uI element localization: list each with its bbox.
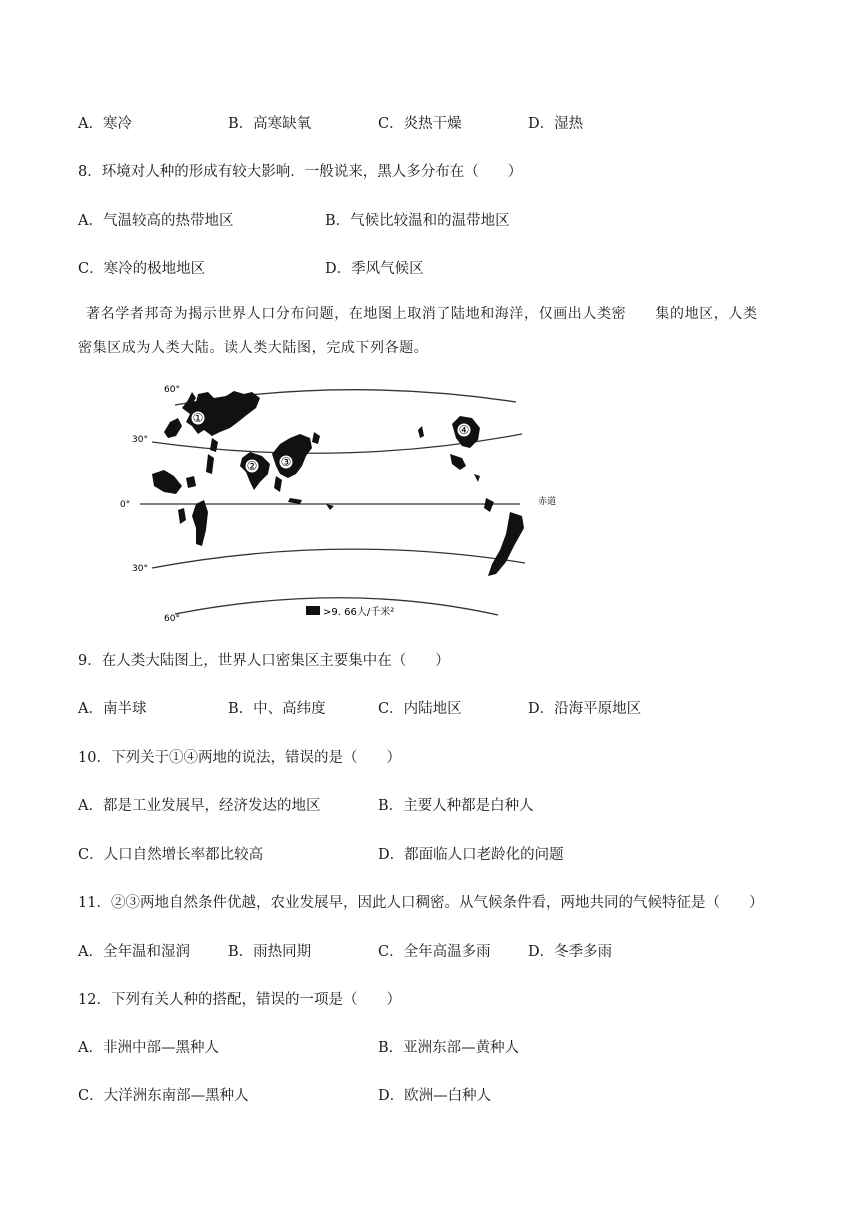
- region-iberia: [164, 418, 182, 438]
- q11-option-a: A．全年温和湿润: [78, 944, 190, 960]
- q12-option-a: A．非洲中部—黑种人: [78, 1040, 219, 1056]
- human-continent-map: [120, 378, 570, 624]
- q8-option-d: D．季风气候区: [325, 261, 424, 277]
- q10-option-d: D．都面临人口老龄化的问题: [378, 847, 564, 863]
- region-caribbean: [474, 474, 480, 482]
- region-south-america-north: [484, 498, 494, 512]
- q7-option-d: D．湿热: [528, 116, 584, 132]
- q10-option-a: A．都是工业发展早，经济发达的地区: [78, 798, 321, 814]
- region-nile: [206, 454, 214, 474]
- region-label-4: ④: [458, 423, 470, 437]
- q7-option-a: A．寒冷: [78, 116, 132, 132]
- lat-label-30n: 30°: [132, 435, 148, 445]
- legend-text: >9. 66人/千米²: [323, 607, 395, 618]
- dense-population-areas: [152, 391, 524, 576]
- q8-stem: 8．环境对人种的形成有较大影响．一般说来，黑人多分布在（ ）: [78, 164, 523, 180]
- passage-line-1: 著名学者邦奇为揭示世界人口分布问题，在地图上取消了陆地和海洋，仅画出人类密 集的地区，人类: [86, 306, 758, 322]
- q9-option-c: C．内陆地区: [378, 701, 462, 717]
- region-middle-east: [210, 438, 218, 452]
- lat-label-0: 0°: [120, 500, 131, 510]
- q11-option-b: B．雨热同期: [228, 944, 312, 960]
- q12-stem: 12．下列有关人种的搭配，错误的一项是（ ）: [78, 992, 401, 1008]
- region-mexico: [450, 454, 466, 470]
- q8-option-b: B．气候比较温和的温带地区: [325, 213, 510, 229]
- region-java: [288, 498, 302, 504]
- region-east-africa: [192, 500, 208, 546]
- lat-label-60n: 60°: [164, 385, 180, 395]
- q9-stem: 9．在人类大陆图上，世界人口密集区主要集中在（ ）: [78, 653, 450, 669]
- region-island: [326, 504, 334, 510]
- q11-stem: 11．②③两地自然条件优越，农业发展早，因此人口稠密。从气候条件看，两地共同的气候特征是（ ）: [78, 895, 764, 911]
- q11-option-d: D．冬季多雨: [528, 944, 613, 960]
- q7-option-b: B．高寒缺氧: [228, 116, 312, 132]
- q10-option-b: B．主要人种都是白种人: [378, 798, 534, 814]
- lat-30s-curve: [152, 549, 525, 568]
- region-japan: [312, 432, 320, 444]
- q10-option-c: C．人口自然增长率都比较高: [78, 847, 264, 863]
- region-brazil: [488, 512, 524, 576]
- q8-option-a: A．气温较高的热带地区: [78, 213, 234, 229]
- passage-line-2: 密集区成为人类大陆。读人类大陆图，完成下列各题。: [78, 340, 429, 356]
- region-us-west: [418, 426, 424, 438]
- legend-swatch: [306, 606, 320, 615]
- lat-label-30s: 30°: [132, 564, 148, 574]
- q12-option-c: C．大洋洲东南部—黑种人: [78, 1088, 249, 1104]
- region-label-1: ①: [192, 411, 204, 425]
- region-africa-blob: [186, 476, 196, 488]
- region-east-asia: [272, 434, 312, 478]
- q9-option-d: D．沿海平原地区: [528, 701, 642, 717]
- lat-label-60s: 60°: [164, 614, 180, 624]
- q12-option-b: B．亚洲东部—黄种人: [378, 1040, 520, 1056]
- reading-passage: [78, 297, 783, 365]
- equator-label: 赤道: [538, 497, 557, 507]
- region-west-africa: [152, 470, 182, 494]
- region-label-2: ②: [246, 459, 258, 473]
- q10-stem: 10．下列关于①④两地的说法，错误的是（ ）: [78, 750, 401, 766]
- q8-option-c: C．寒冷的极地地区: [78, 261, 206, 277]
- q12-option-d: D．欧洲—白种人: [378, 1088, 492, 1104]
- q9-option-a: A．南半球: [78, 701, 147, 717]
- region-label-3: ③: [280, 455, 292, 469]
- q9-option-b: B．中、高纬度: [228, 701, 326, 717]
- region-indochina: [274, 476, 282, 492]
- q7-option-c: C．炎热干燥: [378, 116, 462, 132]
- q11-option-c: C．全年高温多雨: [378, 944, 491, 960]
- region-central-africa: [178, 508, 186, 524]
